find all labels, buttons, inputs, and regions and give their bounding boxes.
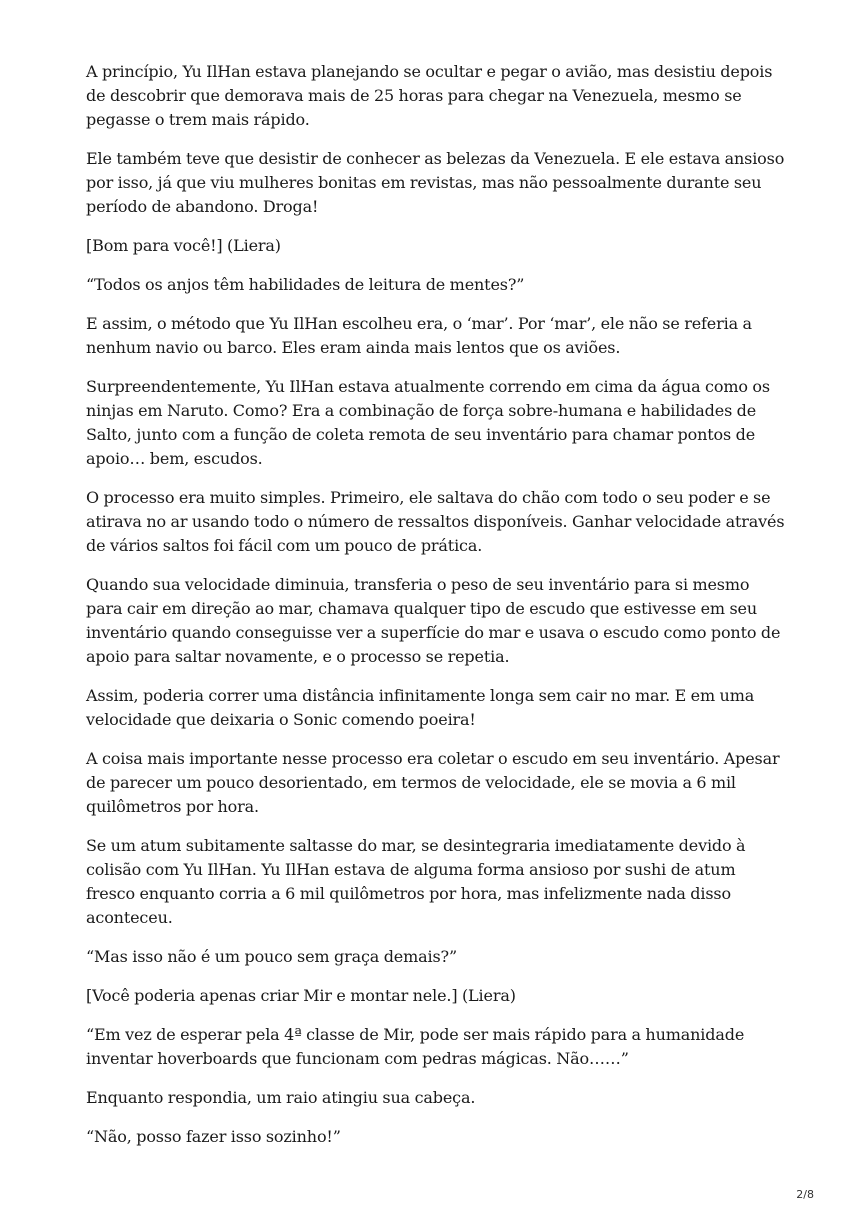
paragraph-3: [Bom para você!] (Liera)	[86, 236, 281, 255]
paragraph-5: E assim, o método que Yu IlHan escolheu era, o ‘mar’. Por ‘mar’, ele não se referia a nenhum navio ou barco. Eles eram ainda mais lentos que os aviões.	[86, 314, 752, 357]
page-number: 2/8	[796, 1188, 814, 1201]
paragraph-8: Quando sua velocidade diminuia, transferia o peso de seu inventário para si mesmo para cair em direção ao mar, chamava qualquer tipo de escudo que estivesse em seu inventário quando conseguisse ver a superfície do mar e usava o escudo como ponto de apoio para saltar novamente, e o processo se repetia.	[86, 575, 781, 666]
paragraph-7: O processo era muito simples. Primeiro, ele saltava do chão com todo o seu poder e se atirava no ar usando todo o número de ressaltos disponíveis. Ganhar velocidade através de vários saltos foi fácil com um pouco de prática.	[86, 488, 785, 555]
document-body	[86, 60, 786, 1164]
paragraph-11: Se um atum subitamente saltasse do mar, se desintegraria imediatamente devido à colisão com Yu IlHan. Yu IlHan estava de alguma forma ansioso por sushi de atum fresco enquanto corria a 6 mil quilômetros por hora, mas infelizmente nada disso aconteceu.	[86, 836, 746, 927]
paragraph-1: A princípio, Yu IlHan estava planejando se ocultar e pegar o avião, mas desistiu depois de descobrir que demorava mais de 25 horas para chegar na Venezuela, mesmo se pegasse o trem mais rápido.	[86, 62, 773, 129]
paragraph-12: “Mas isso não é um pouco sem graça demais?”	[86, 947, 458, 966]
paragraph-15: Enquanto respondia, um raio atingiu sua cabeça.	[86, 1088, 476, 1107]
paragraph-14: “Em vez de esperar pela 4ª classe de Mir, pode ser mais rápido para a humanidade inventar hoverboards que funcionam com pedras mágicas. Não……”	[86, 1025, 745, 1068]
paragraph-4: “Todos os anjos têm habilidades de leitura de mentes?”	[86, 275, 525, 294]
paragraph-9: Assim, poderia correr uma distância infinitamente longa sem cair no mar. E em uma velocidade que deixaria o Sonic comendo poeira!	[86, 686, 755, 729]
paragraph-2: Ele também teve que desistir de conhecer as belezas da Venezuela. E ele estava ansioso por isso, já que viu mulheres bonitas em revistas, mas não pessoalmente durante seu período de abandono. Droga!	[86, 149, 785, 216]
paragraph-13: [Você poderia apenas criar Mir e montar nele.] (Liera)	[86, 986, 516, 1005]
paragraph-16: “Não, posso fazer isso sozinho!”	[86, 1127, 341, 1146]
paragraph-10: A coisa mais importante nesse processo era coletar o escudo em seu inventário. Apesar de parecer um pouco desorientado, em termos de velocidade, ele se movia a 6 mil quilômetros por hora.	[86, 749, 780, 816]
paragraph-6: Surpreendentemente, Yu IlHan estava atualmente correndo em cima da água como os ninjas em Naruto. Como? Era a combinação de força sobre-humana e habilidades de Salto, junto com a função de coleta remota de seu inventário para chamar pontos de apoio… bem, escudos.	[86, 377, 770, 468]
